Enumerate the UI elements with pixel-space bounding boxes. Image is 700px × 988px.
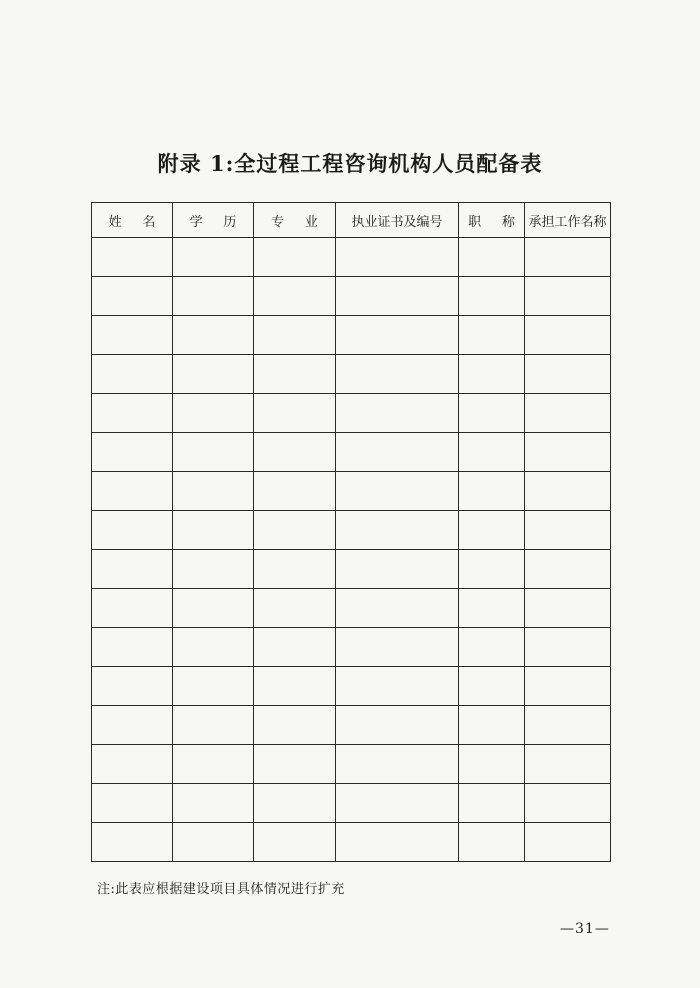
table-row <box>92 706 611 745</box>
table-cell <box>336 316 459 355</box>
table-row <box>92 823 611 862</box>
table-cell <box>459 511 525 550</box>
table-cell <box>173 277 254 316</box>
table-cell <box>173 667 254 706</box>
table-cell <box>525 238 611 277</box>
table-cell <box>254 745 336 784</box>
staff-allocation-table <box>91 202 611 862</box>
table-row <box>92 784 611 823</box>
table-cell <box>459 472 525 511</box>
table-cell <box>173 394 254 433</box>
table-cell <box>173 511 254 550</box>
header-education: 学历 <box>173 203 254 238</box>
table-cell <box>173 472 254 511</box>
table-cell <box>525 550 611 589</box>
table-cell <box>459 784 525 823</box>
table-cell <box>92 394 173 433</box>
table-cell <box>336 511 459 550</box>
table-cell <box>254 277 336 316</box>
table-cell <box>254 550 336 589</box>
table-cell <box>336 550 459 589</box>
table-header-row <box>92 203 611 238</box>
table-cell <box>173 784 254 823</box>
table-cell <box>254 628 336 667</box>
table-cell <box>459 706 525 745</box>
table-row <box>92 745 611 784</box>
table-cell <box>459 355 525 394</box>
table-cell <box>254 589 336 628</box>
table-cell <box>459 667 525 706</box>
table-cell <box>173 706 254 745</box>
table-cell <box>336 784 459 823</box>
table-cell <box>336 433 459 472</box>
table-cell <box>92 589 173 628</box>
table-cell <box>459 316 525 355</box>
table-cell <box>525 433 611 472</box>
table-cell <box>173 433 254 472</box>
table-cell <box>92 706 173 745</box>
table-cell <box>459 277 525 316</box>
table-cell <box>525 394 611 433</box>
table-cell <box>525 355 611 394</box>
table-cell <box>336 823 459 862</box>
header-name: 姓名 <box>92 203 173 238</box>
table-cell <box>336 238 459 277</box>
table-cell <box>92 277 173 316</box>
table-cell <box>92 316 173 355</box>
table-cell <box>254 667 336 706</box>
table-cell <box>525 589 611 628</box>
header-major: 专业 <box>254 203 336 238</box>
table-cell <box>525 277 611 316</box>
table-cell <box>459 238 525 277</box>
table-cell <box>254 511 336 550</box>
table-row <box>92 433 611 472</box>
table-cell <box>254 472 336 511</box>
table-body <box>92 238 611 862</box>
table-cell <box>336 745 459 784</box>
table-cell <box>336 628 459 667</box>
table-row <box>92 589 611 628</box>
table-cell <box>254 433 336 472</box>
table-cell <box>459 550 525 589</box>
table-cell <box>173 589 254 628</box>
table-cell <box>254 316 336 355</box>
table-cell <box>525 316 611 355</box>
table-cell <box>459 589 525 628</box>
table-row <box>92 238 611 277</box>
header-certificate-number: 执业证书及编号 <box>336 203 459 238</box>
table-cell <box>336 706 459 745</box>
table-cell <box>173 550 254 589</box>
table-cell <box>254 394 336 433</box>
table-row <box>92 628 611 667</box>
table-cell <box>336 472 459 511</box>
table-cell <box>525 784 611 823</box>
table-cell <box>254 706 336 745</box>
table-cell <box>525 667 611 706</box>
table-cell <box>173 628 254 667</box>
table-cell <box>173 745 254 784</box>
table-cell <box>525 823 611 862</box>
table-cell <box>525 745 611 784</box>
table-cell <box>92 550 173 589</box>
header-professional-title: 职称 <box>459 203 525 238</box>
table-row <box>92 355 611 394</box>
table-cell <box>92 784 173 823</box>
table-cell <box>254 784 336 823</box>
table-cell <box>254 355 336 394</box>
table-cell <box>92 472 173 511</box>
table-cell <box>92 355 173 394</box>
table-cell <box>336 667 459 706</box>
table-cell <box>254 823 336 862</box>
table-row <box>92 550 611 589</box>
table-cell <box>92 667 173 706</box>
table-cell <box>92 745 173 784</box>
table-cell <box>459 433 525 472</box>
page-title: 附录 1:全过程工程咨询机构人员配备表 <box>157 151 543 176</box>
table-row <box>92 277 611 316</box>
table-cell <box>525 706 611 745</box>
table-cell <box>459 823 525 862</box>
table-cell <box>459 628 525 667</box>
table-cell <box>254 238 336 277</box>
table-cell <box>459 394 525 433</box>
table-cell <box>92 238 173 277</box>
table-cell <box>525 511 611 550</box>
table-cell <box>92 628 173 667</box>
table-cell <box>173 355 254 394</box>
table-cell <box>173 316 254 355</box>
table-cell <box>525 472 611 511</box>
table-cell <box>336 589 459 628</box>
table-cell <box>336 355 459 394</box>
table-row <box>92 511 611 550</box>
table-note: 注:此表应根据建设项目具体情况进行扩充 <box>97 882 345 897</box>
page-number: —31— <box>560 921 610 937</box>
table-cell <box>173 238 254 277</box>
table-cell <box>92 433 173 472</box>
table-cell <box>525 628 611 667</box>
table-cell <box>92 511 173 550</box>
header-assigned-work: 承担工作名称 <box>525 203 611 238</box>
table-cell <box>92 823 173 862</box>
table-row <box>92 472 611 511</box>
table-cell <box>173 823 254 862</box>
table-cell <box>336 277 459 316</box>
table-row <box>92 667 611 706</box>
table-row <box>92 316 611 355</box>
table-row <box>92 394 611 433</box>
table-cell <box>459 745 525 784</box>
table-cell <box>336 394 459 433</box>
